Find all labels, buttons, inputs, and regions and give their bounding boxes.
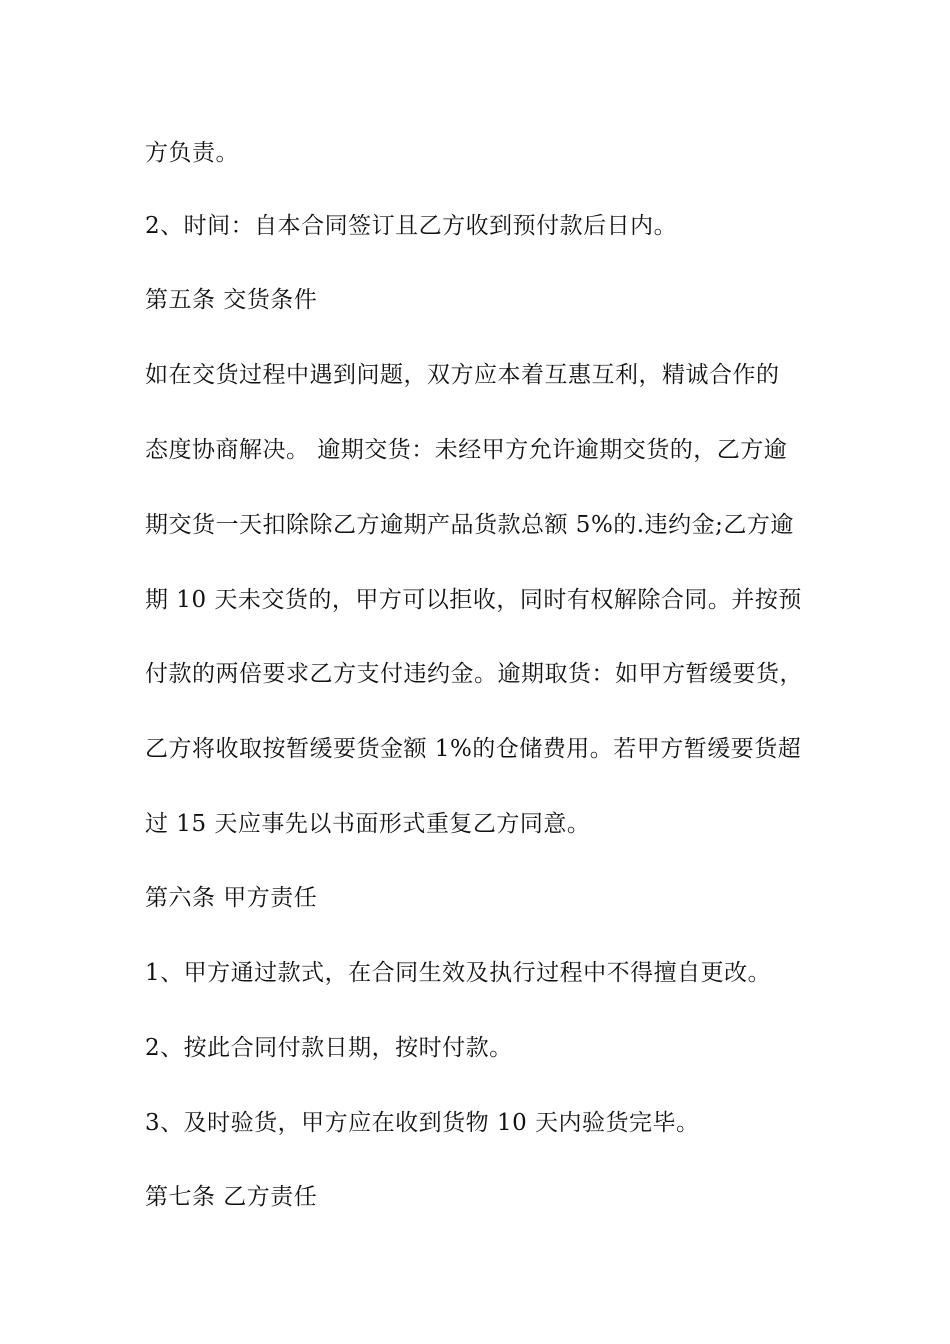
paragraph-line: 3、及时验货，甲方应在收到货物 10 天内验货完毕。 (145, 1110, 700, 1136)
paragraph-line: 方负责。 (145, 140, 239, 166)
paragraph-line: 态度协商解决。 逾期交货：未经甲方允许逾期交货的，乙方逾 (145, 437, 788, 463)
paragraph-line: 2、按此合同付款日期，按时付款。 (145, 1035, 513, 1061)
section-heading: 第六条 甲方责任 (145, 885, 318, 911)
paragraph-line: 如在交货过程中遇到问题，双方应本着互惠互利，精诚合作的 (145, 362, 780, 388)
section-heading: 第五条 交货条件 (145, 287, 318, 313)
paragraph-line: 付款的两倍要求乙方支付违约金。逾期取货：如甲方暂缓要货， (145, 661, 803, 687)
paragraph-line: 2、时间：自本合同签订且乙方收到预付款后日内。 (145, 213, 678, 239)
section-heading: 第七条 乙方责任 (145, 1184, 318, 1210)
paragraph-line: 乙方将收取按暂缓要货金额 1%的仓储费用。若甲方暂缓要货超 (145, 736, 802, 762)
paragraph-line: 期交货一天扣除除乙方逾期产品货款总额 5%的.违约金;乙方逾 (145, 512, 794, 538)
paragraph-line: 1、甲方通过款式，在合同生效及执行过程中不得擅自更改。 (145, 960, 772, 986)
paragraph-line: 期 10 天未交货的，甲方可以拒收，同时有权解除合同。并按预 (145, 587, 802, 613)
paragraph-line: 过 15 天应事先以书面形式重复乙方同意。 (145, 811, 591, 837)
